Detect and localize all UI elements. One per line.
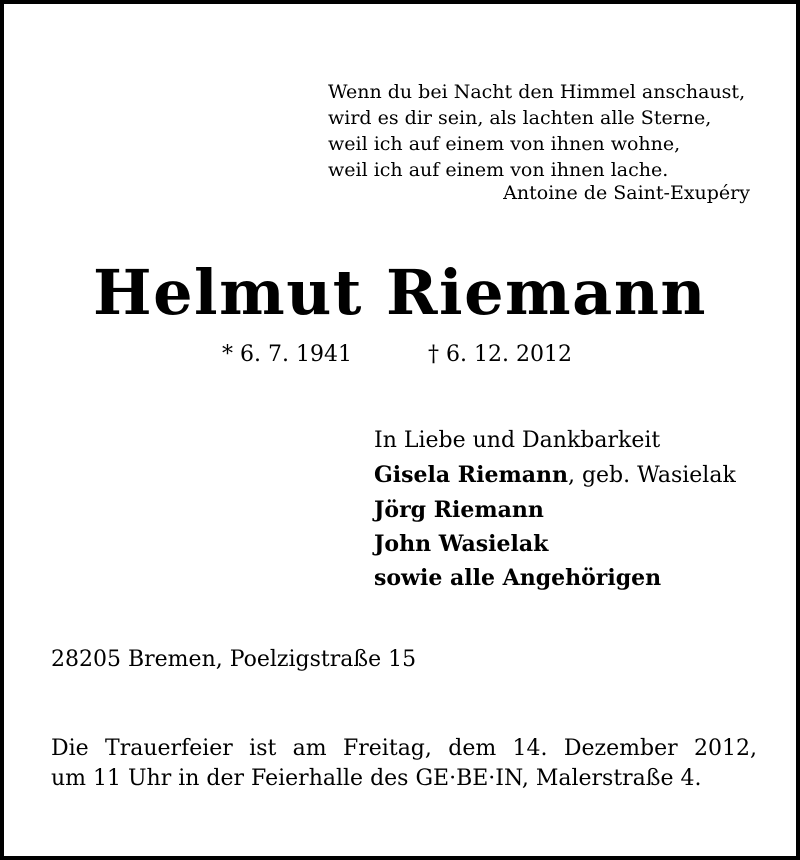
mourner-name-john: John Wasielak [374,531,549,557]
poem-author: Antoine de Saint-Exupéry [503,182,750,204]
mourner-name-joerg: Jörg Riemann [374,497,544,523]
birth-date: * 6. 7. 1941 [222,342,352,367]
mourner-maiden-name: , geb. Wasielak [567,463,736,488]
poem-line-2: wird es dir sein, als lachten alle Sterne, [328,107,712,129]
poem-quote [328,79,768,183]
mourner-relatives: sowie alle Angehörigen [374,565,662,591]
death-date: † 6. 12. 2012 [428,342,572,367]
ceremony-line-1: Die Trauerfeier ist am Freitag, dem 14. Dezember 2012, [51,736,757,761]
poem-line-1: Wenn du bei Nacht den Himmel anschaust, [328,81,746,103]
mourner-line-1 [374,458,794,493]
ceremony-line-2: um 11 Uhr in der Feierhalle des GE·BE·IN, Malerstraße 4. [51,766,702,791]
poem-line-4: weil ich auf einem von ihnen lache. [328,159,669,181]
mourners-intro: In Liebe und Dankbarkeit [374,428,661,453]
deceased-name: Helmut Riemann [93,256,707,329]
family-address: 28205 Bremen, Poelzigstraße 15 [51,647,417,672]
mourner-name-gisela: Gisela Riemann [374,462,568,488]
mourners-block [374,424,794,595]
poem-line-3: weil ich auf einem von ihnen wohne, [328,133,681,155]
funeral-ceremony-info [51,734,757,794]
